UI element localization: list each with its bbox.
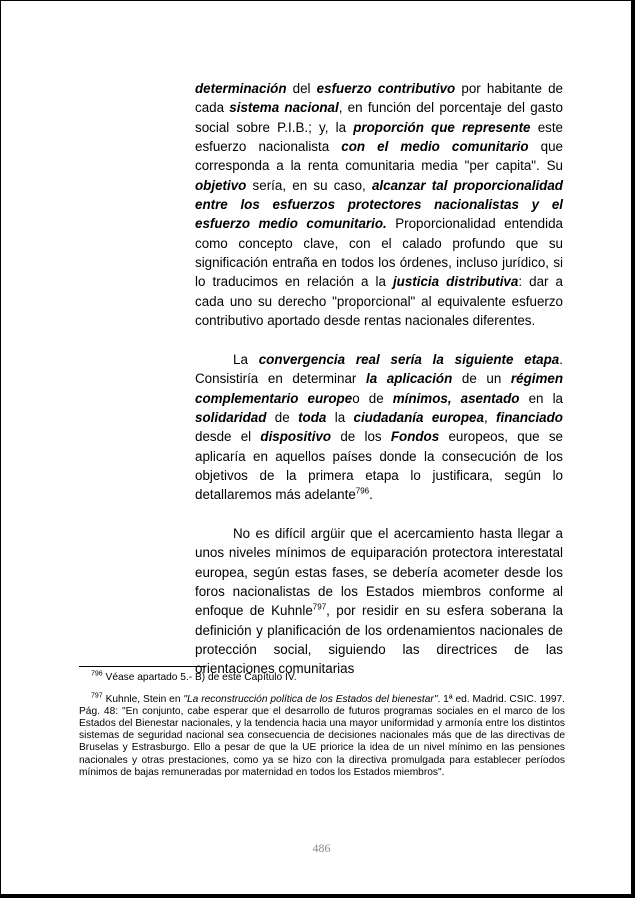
footnote-text: Kuhnle, Stein en xyxy=(102,694,184,706)
text-span: toda xyxy=(298,410,327,426)
text-span: dispositivo xyxy=(260,429,332,445)
footnote-reference-797[interactable]: 797 xyxy=(312,602,327,612)
text-span: o de xyxy=(352,390,393,406)
footnote-number: 796 xyxy=(91,670,103,678)
text-span: solidaridad xyxy=(195,410,267,426)
paragraph-3 xyxy=(195,524,563,679)
text-span: proporción que represente xyxy=(353,119,531,135)
paragraph-2 xyxy=(195,350,563,505)
text-span: : dar a cada uno su derecho "proporcional" al equivalente esfuerzo contributivo aportado desde rentas nacionales diferentes. xyxy=(195,274,563,329)
text-span: este esfuerzo nacionalista xyxy=(195,119,564,155)
text-span: la aplicación xyxy=(366,371,453,387)
text-span: de los xyxy=(331,429,391,445)
footnote-separator xyxy=(79,666,205,667)
footnote-796 xyxy=(79,672,565,684)
text-span: . Consistiría en determinar xyxy=(195,352,563,387)
text-span: europeos, que se aplicaría en aquellos países donde la consecución de los objetivos de la primera etapa lo justificara, según lo detallaremos más adelante xyxy=(195,429,563,503)
footnote-text: Véase apartado 5.- B) de este Capítulo IV. xyxy=(102,672,297,683)
text-span: . xyxy=(369,487,373,503)
text-span: del xyxy=(286,81,317,96)
text-span: mínimos, asentado xyxy=(392,390,520,406)
text-span: régimen complementario europe xyxy=(195,371,564,406)
page-number: 486 xyxy=(312,841,331,855)
text-span: , por residir en su esfera soberana la definición y planificación de los ordenamientos nacionales de protección social, siguiendo las directrices de las orientaciones comunitarias xyxy=(195,603,563,677)
text-span: sistema nacional xyxy=(229,100,339,116)
footnotes xyxy=(79,672,565,789)
paragraph-1 xyxy=(195,79,563,330)
text-span: de un xyxy=(452,371,511,387)
text-span: con el medio comunitario xyxy=(341,139,529,155)
text-span: justicia distributiva xyxy=(392,274,519,290)
footnote-reference-796[interactable]: 796 xyxy=(355,486,370,496)
text-span: sería, en su caso, xyxy=(246,177,372,193)
footnote-number: 797 xyxy=(91,692,103,700)
text-span: La xyxy=(233,352,259,367)
text-span: por habitante de cada xyxy=(195,81,564,116)
text-span: financiado xyxy=(496,410,563,426)
text-span: alcanzar tal proporcionalidad entre los esfuerzos protectores nacionalistas y el esfuerzo medio comunitario. xyxy=(195,177,563,232)
footnote-797 xyxy=(79,694,565,779)
text-span: de xyxy=(266,410,299,426)
text-span: convergencia real sería la siguiente etapa xyxy=(258,352,560,367)
text-span: , xyxy=(483,410,497,426)
text-span: que corresponda a la renta comunitaria media "per capita". Su xyxy=(195,139,564,174)
text-span: , en función del porcentaje del gasto social sobre P.I.B.; y, la xyxy=(195,100,563,135)
text-span: la xyxy=(326,410,354,426)
text-span: esfuerzo contributivo xyxy=(316,81,456,96)
text-span: No es difícil argüir que el acercamiento hasta llegar a unos niveles mínimos de equiparación protectora interestatal europea, según estas fases, se debería acometer desde los foros nacionalistas de los Estados miembros conforme al enfoque de Kuhnle xyxy=(195,526,563,619)
cited-title: "La reconstrucción política de los Estados del bienestar" xyxy=(183,694,438,706)
text-span: ciudadanía europea xyxy=(353,410,484,426)
text-span: objetivo xyxy=(195,177,247,193)
text-span: determinación xyxy=(195,81,287,96)
text-span: en la xyxy=(519,390,563,406)
text-span: Fondos xyxy=(390,429,440,445)
text-span: Proporcionalidad entendida como concepto clave, con el calado profundo que su significación entraña en todos los órdenes, incluso jurídico, si lo traducimos en relación a la xyxy=(195,216,563,290)
footnote-text: . 1ª ed. Madrid. CSIC. 1997. Pág. 48: "En conjunto, cabe esperar que el desarrollo de futuros programas sociales en el marco de los Estados del Bienestar nacionales, y la tendencia hacia una mayor uniformidad y armonía entre los distintos sistemas de seguridad nacional sea consecuencia de decisiones nacionales más que de las directivas de Bruselas y Estrasburgo. Ello a pesar de que la UE priorice la idea de un nivel mínimo en las pensiones nacionales y otras prestaciones, como ya se hizo con la directiva promulgada para establecer períodos mínimos de bajas remuneradas por maternidad en todos los Estados miembros". xyxy=(79,694,565,778)
text-span: desde el xyxy=(195,429,261,445)
